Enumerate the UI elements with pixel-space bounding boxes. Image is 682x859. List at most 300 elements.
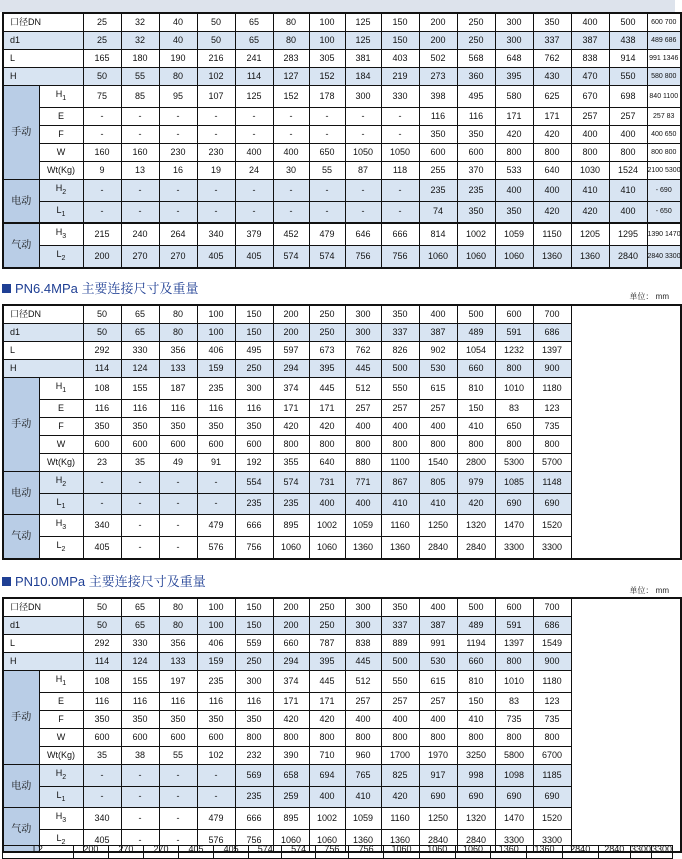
table-row <box>3 515 681 537</box>
table-cell: 1970 <box>419 746 457 764</box>
table-cell: - <box>381 179 419 201</box>
table-cell: 1100 <box>381 453 419 471</box>
table-cell: 600 <box>495 598 533 617</box>
table-cell: 650 <box>309 143 345 161</box>
table-cell: - <box>83 471 121 493</box>
table-cell: 512 <box>345 378 381 400</box>
table-cell: 116 <box>83 399 121 417</box>
table-cell: 576 <box>197 537 235 559</box>
table-cell: 400 650 <box>647 125 681 143</box>
table-cell: 800 <box>495 360 533 378</box>
table-cell: 50 <box>83 305 121 324</box>
param-label: $H_1$ <box>39 378 83 400</box>
table-cell: - <box>235 125 273 143</box>
table-cell: 1360 <box>345 830 381 852</box>
table-cell: 65 <box>121 617 159 635</box>
table-cell: 300 <box>235 378 273 400</box>
table-cell: 255 <box>419 161 457 179</box>
table-cell: 200 <box>273 305 309 324</box>
table-cell: 350 <box>83 417 121 435</box>
table-cell: 337 <box>381 324 419 342</box>
table-cell: - <box>197 493 235 515</box>
table-cell: 479 <box>197 808 235 830</box>
table-cell: 55 <box>159 746 197 764</box>
table-cell: 580 800 <box>647 68 681 86</box>
table-row <box>3 378 681 400</box>
table-cell: 350 <box>197 710 235 728</box>
table-cell: 300 <box>345 324 381 342</box>
table-cell: 914 <box>609 50 647 68</box>
table-row <box>3 32 681 50</box>
table-cell: 370 <box>457 161 495 179</box>
table-cell: 50 <box>197 32 235 50</box>
table-cell: 1059 <box>345 808 381 830</box>
table-cell: 65 <box>121 598 159 617</box>
table-cell: 330 <box>121 635 159 653</box>
table-cell: 171 <box>533 107 571 125</box>
cutoff-cell: 574 <box>249 846 282 859</box>
table-cell: 991 1346 <box>647 50 681 68</box>
table-cell: 80 <box>159 598 197 617</box>
table-row <box>3 617 681 635</box>
param-label: $L_2$ <box>39 830 83 852</box>
table-cell: 235 <box>235 493 273 515</box>
table-cell: 65 <box>235 13 273 32</box>
table-cell: 600 <box>419 143 457 161</box>
table-cell: 400 <box>533 179 571 201</box>
table-cell: 576 <box>197 830 235 852</box>
table-cell: 1540 <box>419 453 457 471</box>
table-row <box>3 417 681 435</box>
table-cell: 800 <box>381 435 419 453</box>
table-cell: 694 <box>309 764 345 786</box>
table-cell: 1148 <box>533 471 571 493</box>
table-cell: 150 <box>381 13 419 32</box>
table-cell: 640 <box>533 161 571 179</box>
table-cell: 123 <box>533 692 571 710</box>
table-cell: 658 <box>273 764 309 786</box>
table-row <box>3 653 681 671</box>
table-cell: 235 <box>235 786 273 808</box>
table-cell: - <box>83 764 121 786</box>
table-cell: 340 <box>83 808 121 830</box>
param-label: $L_1$ <box>39 493 83 515</box>
table-cell: 125 <box>235 86 273 108</box>
table-cell: 960 <box>345 746 381 764</box>
spec-table-pn40 <box>2 12 682 269</box>
table-cell: 1360 <box>533 246 571 268</box>
table-cell: 100 <box>197 617 235 635</box>
table-cell: 257 <box>345 692 381 710</box>
table-cell: 800 <box>533 435 571 453</box>
table-cell: - <box>83 493 121 515</box>
table-cell: 250 <box>309 324 345 342</box>
table-cell: 700 <box>533 598 571 617</box>
table-cell: 171 <box>309 399 345 417</box>
table-cell: - <box>83 786 121 808</box>
cutoff-cell: 1060 <box>384 846 420 859</box>
table-cell: 49 <box>159 453 197 471</box>
table-cell: 800 <box>609 143 647 161</box>
table-cell: 292 <box>83 342 121 360</box>
table-cell: 762 <box>345 342 381 360</box>
table-cell: 400 <box>273 143 309 161</box>
table-cell: 438 <box>609 32 647 50</box>
param-label: $H_3$ <box>39 808 83 830</box>
table-cell: - <box>273 201 309 223</box>
table-cell: 390 <box>273 746 309 764</box>
table-cell: 800 <box>495 728 533 746</box>
cutoff-cell: 405 <box>214 846 249 859</box>
table-cell: 660 <box>457 360 495 378</box>
table-cell: 25 <box>83 13 121 32</box>
table-cell: - <box>235 201 273 223</box>
table-cell: 998 <box>457 764 495 786</box>
table-row <box>3 471 681 493</box>
row-label: 口径DN <box>3 13 83 32</box>
param-label: $H_2$ <box>39 764 83 786</box>
table-row <box>3 223 681 245</box>
table-cell: 1060 <box>273 830 309 852</box>
table-cell: 235 <box>273 493 309 515</box>
table-cell: 273 <box>419 68 457 86</box>
table-cell: 1150 <box>533 223 571 245</box>
param-label: Wt(Kg) <box>39 746 83 764</box>
table-cell: 666 <box>381 223 419 245</box>
table-cell: 235 <box>197 671 235 693</box>
table-cell: 235 <box>197 378 235 400</box>
table-cell: - <box>345 107 381 125</box>
table-cell: 400 <box>381 710 419 728</box>
table-cell: 116 <box>121 399 159 417</box>
table-row <box>3 671 681 693</box>
table-cell: 152 <box>273 86 309 108</box>
table-cell: 257 <box>419 692 457 710</box>
table-row <box>3 201 681 223</box>
table-cell: 2840 3300 <box>647 246 681 268</box>
table-cell: 80 <box>159 324 197 342</box>
table-cell: 512 <box>345 671 381 693</box>
table-cell: 400 <box>609 125 647 143</box>
table-cell: 250 <box>457 13 495 32</box>
table-cell: 765 <box>345 764 381 786</box>
table-row <box>3 453 681 471</box>
table-cell: 235 <box>457 179 495 201</box>
table-cell: 1250 <box>419 515 457 537</box>
table-cell: - <box>273 107 309 125</box>
table-cell: 3250 <box>457 746 495 764</box>
table-cell: 337 <box>533 32 571 50</box>
table-cell: 152 <box>309 68 345 86</box>
table-cell: 410 <box>457 710 495 728</box>
table-cell: 250 <box>457 32 495 50</box>
top-band <box>0 0 675 12</box>
table-cell: 219 <box>381 68 419 86</box>
table-cell: 600 <box>159 728 197 746</box>
table-cell: 1700 <box>381 746 419 764</box>
table-cell: 445 <box>345 653 381 671</box>
table-cell: 400 <box>419 710 457 728</box>
param-label: W <box>39 143 83 161</box>
table-cell: 116 <box>235 399 273 417</box>
table-cell: 75 <box>83 86 121 108</box>
table-cell: 597 <box>273 342 309 360</box>
table-cell: - <box>83 125 121 143</box>
table-cell: 171 <box>273 399 309 417</box>
table-cell: 805 <box>419 471 457 493</box>
table-cell: 38 <box>121 746 159 764</box>
table-cell: 690 <box>419 786 457 808</box>
table-row <box>3 125 681 143</box>
table-cell: 257 <box>345 399 381 417</box>
table-cell: 350 <box>381 305 419 324</box>
table-cell: 420 <box>495 125 533 143</box>
table-cell: 690 <box>495 493 533 515</box>
table-cell: 479 <box>197 515 235 537</box>
table-cell: 1360 <box>381 830 419 852</box>
table-cell: 259 <box>273 786 309 808</box>
table-cell: 1060 <box>419 246 457 268</box>
table-cell: - <box>83 201 121 223</box>
table-cell: 305 <box>309 50 345 68</box>
table-cell: 1160 <box>381 808 419 830</box>
table-cell: - <box>159 830 197 852</box>
table-cell: 810 <box>457 378 495 400</box>
table-cell: - <box>345 179 381 201</box>
table-cell: 600 <box>83 435 121 453</box>
table-cell: 1360 <box>571 246 609 268</box>
table-cell: 108 <box>83 378 121 400</box>
table-cell: 880 <box>345 453 381 471</box>
table-cell: 133 <box>159 653 197 671</box>
table-cell: 410 <box>345 786 381 808</box>
table-cell: 2840 <box>457 537 495 559</box>
table-cell: 889 <box>381 635 419 653</box>
table-cell: 731 <box>309 471 345 493</box>
table-cell: 1520 <box>533 808 571 830</box>
table-cell: 600 <box>83 728 121 746</box>
table-cell: 356 <box>159 635 197 653</box>
table-cell: 230 <box>197 143 235 161</box>
unit-label-pn64: 单位： mm <box>629 292 669 301</box>
table-cell: 3300 <box>533 537 571 559</box>
row-label: 口径DN <box>3 305 83 324</box>
table-cell: 3300 <box>495 537 533 559</box>
table-cell: 23 <box>83 453 121 471</box>
row-label: d1 <box>3 324 83 342</box>
table-cell: 470 <box>571 68 609 86</box>
table-cell: 400 <box>345 710 381 728</box>
table-cell: 387 <box>571 32 609 50</box>
table-cell: - <box>121 808 159 830</box>
table-cell: 640 <box>309 453 345 471</box>
table-cell: 1002 <box>309 808 345 830</box>
table-cell: 184 <box>345 68 381 86</box>
table-cell: 330 <box>381 86 419 108</box>
table-cell: - <box>381 125 419 143</box>
table-row <box>3 710 681 728</box>
unit-label-pn100: 单位： mm <box>629 586 669 595</box>
table-cell: 660 <box>273 635 309 653</box>
table-cell: 300 <box>345 86 381 108</box>
table-cell: 1059 <box>345 515 381 537</box>
table-cell: 902 <box>419 342 457 360</box>
table-cell: 410 <box>571 179 609 201</box>
table-cell: 400 <box>345 417 381 435</box>
square-bullet-icon <box>2 284 11 293</box>
table-cell: 735 <box>495 710 533 728</box>
table-cell: 257 <box>419 399 457 417</box>
table-cell: 40 <box>159 13 197 32</box>
table-cell: 1010 <box>495 378 533 400</box>
table-cell: 150 <box>235 617 273 635</box>
table-row <box>3 764 681 786</box>
param-label: $H_1$ <box>39 671 83 693</box>
table-cell: 85 <box>121 86 159 108</box>
table-row <box>3 305 681 324</box>
table-cell: 116 <box>159 399 197 417</box>
cutoff-table <box>2 845 673 859</box>
table-cell: 1397 <box>533 342 571 360</box>
table-cell: 155 <box>121 671 159 693</box>
table-cell: 1060 <box>309 830 345 852</box>
table-cell: 190 <box>159 50 197 68</box>
table-cell: 800 <box>345 435 381 453</box>
table-cell: 710 <box>309 746 345 764</box>
table-cell: 107 <box>197 86 235 108</box>
table-cell: 600 <box>121 435 159 453</box>
table-cell: 735 <box>533 417 571 435</box>
table-cell: 420 <box>309 417 345 435</box>
table-cell: 756 <box>345 246 381 268</box>
table-cell: 895 <box>273 808 309 830</box>
table-cell: 2800 <box>457 453 495 471</box>
cutoff-row <box>3 846 673 859</box>
table-cell: 1520 <box>533 515 571 537</box>
table-cell: 159 <box>197 653 235 671</box>
table-cell: 600 <box>121 728 159 746</box>
table-cell: 300 <box>235 671 273 693</box>
table-cell: 1050 <box>345 143 381 161</box>
table-cell: 350 <box>197 417 235 435</box>
cutoff-label: L2 <box>3 846 74 859</box>
table-cell: 690 <box>495 786 533 808</box>
table-cell: 479 <box>309 223 345 245</box>
table-cell: 257 <box>381 692 419 710</box>
cutoff-cell: 200 <box>73 846 108 859</box>
table-cell: 187 <box>159 378 197 400</box>
table-cell: 420 <box>381 786 419 808</box>
table-cell: 80 <box>159 68 197 86</box>
table-cell: 257 <box>571 107 609 125</box>
table-cell: 200 <box>419 13 457 32</box>
table-cell: 825 <box>381 764 419 786</box>
spec-table-pn64 <box>2 304 682 560</box>
table-cell: 50 <box>83 598 121 617</box>
table-cell: 395 <box>309 653 345 671</box>
table-row <box>3 246 681 268</box>
table-cell: - <box>159 493 197 515</box>
table-cell: 420 <box>273 417 309 435</box>
table-row <box>3 598 681 617</box>
table-cell: 80 <box>159 617 197 635</box>
table-cell: 800 800 <box>647 143 681 161</box>
table-cell: 3300 <box>495 830 533 852</box>
table-cell: 91 <box>197 453 235 471</box>
table-cell: 810 <box>457 671 495 693</box>
table-cell: 241 <box>235 50 273 68</box>
group-label: 气动 <box>3 808 39 852</box>
table-cell: 283 <box>273 50 309 68</box>
param-label: Wt(Kg) <box>39 161 83 179</box>
table-cell: 3300 <box>533 830 571 852</box>
table-cell: 50 <box>83 324 121 342</box>
table-cell: 420 <box>571 201 609 223</box>
table-cell: 1360 <box>381 537 419 559</box>
table-cell: 350 <box>235 417 273 435</box>
table-cell: 150 <box>235 305 273 324</box>
table-cell: 13 <box>121 161 159 179</box>
table-row <box>3 728 681 746</box>
table-cell: 80 <box>273 32 309 50</box>
table-cell: 650 <box>495 417 533 435</box>
param-label: $L_1$ <box>39 201 83 223</box>
table-cell: 1180 <box>533 378 571 400</box>
table-cell: 83 <box>495 692 533 710</box>
table-cell: 615 <box>419 671 457 693</box>
table-cell: 1549 <box>533 635 571 653</box>
table-cell: 116 <box>457 107 495 125</box>
table-cell: - <box>159 179 197 201</box>
table-cell: 838 <box>571 50 609 68</box>
table-cell: 200 <box>273 617 309 635</box>
table-cell: 800 <box>309 435 345 453</box>
table-cell: - <box>273 125 309 143</box>
table-cell: 340 <box>83 515 121 537</box>
table-cell: 800 <box>457 728 495 746</box>
table-cell: - <box>197 201 235 223</box>
table-cell: 1397 <box>495 635 533 653</box>
table-cell: 400 <box>571 125 609 143</box>
table-cell: 580 <box>495 86 533 108</box>
table-cell: 292 <box>83 635 121 653</box>
table-cell: 900 <box>533 653 571 671</box>
cutoff-cell: 270 <box>143 846 178 859</box>
table-cell: 114 <box>83 360 121 378</box>
table-cell: 756 <box>235 537 273 559</box>
row-label: L <box>3 635 83 653</box>
section-title-text: PN6.4MPa 主要连接尺寸及重量 <box>15 281 199 296</box>
row-label: d1 <box>3 617 83 635</box>
table-cell: - <box>121 107 159 125</box>
table-cell: 991 <box>419 635 457 653</box>
table-cell: 250 <box>309 617 345 635</box>
table-cell: 160 <box>83 143 121 161</box>
table-cell: 374 <box>273 378 309 400</box>
table-cell: 600 <box>495 305 533 324</box>
table-cell: 686 <box>533 617 571 635</box>
table-cell: 445 <box>309 671 345 693</box>
group-label: 电动 <box>3 179 39 223</box>
table-cell: 387 <box>419 324 457 342</box>
table-cell: 6700 <box>533 746 571 764</box>
table-cell: 19 <box>197 161 235 179</box>
table-cell: 171 <box>273 692 309 710</box>
table-cell: 171 <box>309 692 345 710</box>
table-cell: 1002 <box>309 515 345 537</box>
table-cell: 398 <box>419 86 457 108</box>
table-cell: 133 <box>159 360 197 378</box>
